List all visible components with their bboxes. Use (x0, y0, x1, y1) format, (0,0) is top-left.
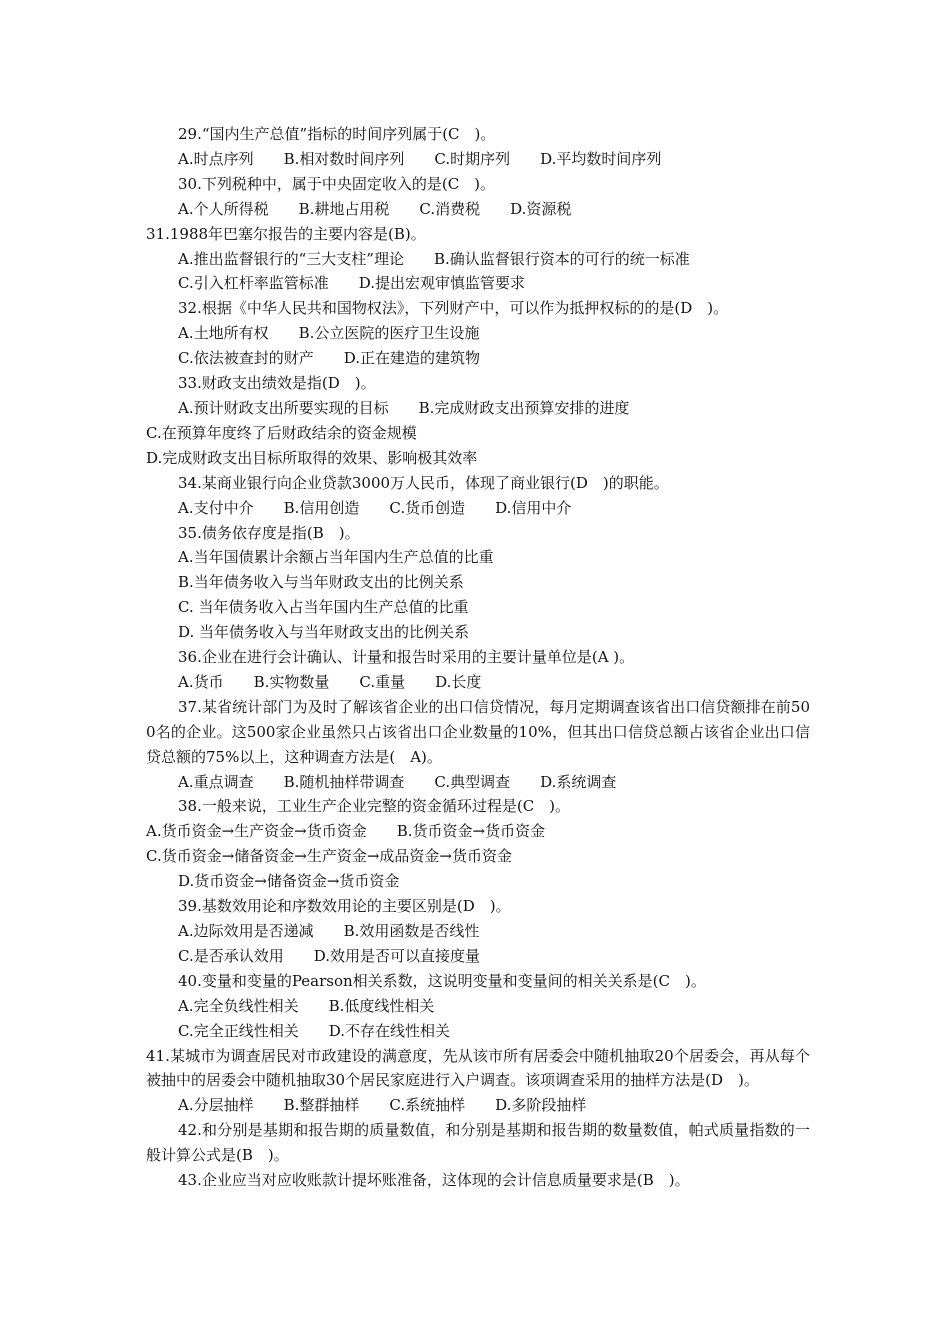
question-30-stem: 30.下列税种中，属于中央固定收入的是(C )。 (178, 174, 496, 193)
question-35-option-a: A.当年国债累计余额占当年国内生产总值的比重 (178, 548, 494, 567)
question-41-options: A.分层抽样 B.整群抽样 C.系统抽样 D.多阶段抽样 (178, 1096, 587, 1115)
question-35-stem: 35.债务依存度是指(B )。 (178, 523, 360, 542)
question-40-options-2: C.完全正线性相关 D.不存在线性相关 (178, 1021, 450, 1040)
question-31-stem: 31.1988年巴塞尔报告的主要内容是(B)。 (146, 224, 426, 243)
question-39-options-1: A.边际效用是否递减 B.效用函数是否线性 (178, 922, 480, 940)
question-35-option-c: C. 当年债务收入占当年国内生产总值的比重 (178, 598, 469, 617)
question-30-options: A.个人所得税 B.耕地占用税 C.消费税 D.资源税 (178, 199, 572, 218)
question-29-options: A.时点序列 B.相对数时间序列 C.时期序列 D.平均数时间序列 (178, 149, 662, 168)
question-38-option-d: D.货币资金→储备资金→货币资金 (178, 872, 400, 891)
question-32-stem: 32.根据《中华人民共和国物权法》，下列财产中，可以作为抵押权标的的是(D )。 (178, 299, 729, 318)
question-40-options-1: A.完全负线性相关 B.低度线性相关 (178, 996, 435, 1015)
question-34-options: A.支付中介 B.信用创造 C.货币创造 D.信用中介 (178, 498, 572, 517)
question-34-stem: 34.某商业银行向企业贷款3000万人民币，体现了商业银行(D )的职能。 (178, 473, 669, 492)
question-38-option-c: C.货币资金→储备资金→生产资金→成品资金→货币资金 (146, 847, 512, 866)
question-37-stem: 37.某省统计部门为及时了解该省企业的出口信贷情况，每月定期调查该省出口信贷额排在前500名的企业。这500家企业虽然只占该省出口企业数量的10%，但其出口信贷总额占该省企业出口信贷总额的75%以上，这种调查方法是( A)。 (146, 697, 810, 766)
question-36-options: A.货币 B.实物数量 C.重量 D.长度 (178, 672, 482, 691)
question-33-option-d: D.完成财政支出目标所取得的效果、影响极其效率 (146, 448, 478, 467)
question-41-stem: 41.某城市为调查居民对市政建设的满意度，先从该市所有居委会中随机抽取20个居委会，再从每个被抽中的居委会中随机抽取30个居民家庭进行入户调查。该项调查采用的抽样方法是(D )。 (146, 1046, 810, 1090)
question-33-option-c: C.在预算年度终了后财政结余的资金规模 (146, 423, 417, 442)
question-38-stem: 38.一般来说，工业生产企业完整的资金循环过程是(C )。 (178, 797, 571, 816)
question-33-options-1: A.预计财政支出所要实现的目标 B.完成财政支出预算安排的进度 (178, 398, 630, 417)
question-36-stem: 36.企业在进行会计确认、计量和报告时采用的主要计量单位是(A )。 (178, 648, 635, 667)
question-39-stem: 39.基数效用论和序数效用论的主要区别是(D )。 (178, 897, 511, 916)
question-31-options-2: C.引入杠杆率监管标准 D.提出宏观审慎监管要求 (178, 274, 525, 293)
question-37-options: A.重点调查 B.随机抽样带调查 C.典型调查 D.系统调查 (178, 772, 617, 791)
question-35-option-b: B.当年债务收入与当年财政支出的比例关系 (178, 573, 464, 592)
question-42-stem: 42.和分别是基期和报告期的质量数值，和分别是基期和报告期的数量数值，帕式质量指数的一般计算公式是(B )。 (146, 1121, 810, 1165)
question-38-options-1: A.货币资金→生产资金→货币资金 B.货币资金→货币资金 (146, 822, 546, 841)
question-39-options-2: C.是否承认效用 D.效用是否可以直接度量 (178, 946, 480, 965)
question-32-options-2: C.依法被查封的财产 D.正在建造的建筑物 (178, 349, 480, 368)
question-32-options-1: A.土地所有权 B.公立医院的医疗卫生设施 (178, 324, 480, 343)
document-body (146, 122, 810, 1193)
question-31-options-1: A.推出监督银行的“三大支柱”理论 B.确认监督银行资本的可行的统一标准 (178, 249, 690, 268)
question-43-stem: 43.企业应当对应收账款计提坏账准备，这体现的会计信息质量要求是(B )。 (178, 1171, 690, 1190)
question-35-option-d: D. 当年债务收入与当年财政支出的比例关系 (178, 623, 470, 642)
question-33-stem: 33.财政支出绩效是指(D )。 (178, 374, 376, 393)
question-40-stem: 40.变量和变量的Pearson相关系数，这说明变量和变量间的相关关系是(C )。 (178, 971, 706, 990)
question-29-stem: 29.“国内生产总值”指标的时间序列属于(C )。 (178, 125, 496, 143)
